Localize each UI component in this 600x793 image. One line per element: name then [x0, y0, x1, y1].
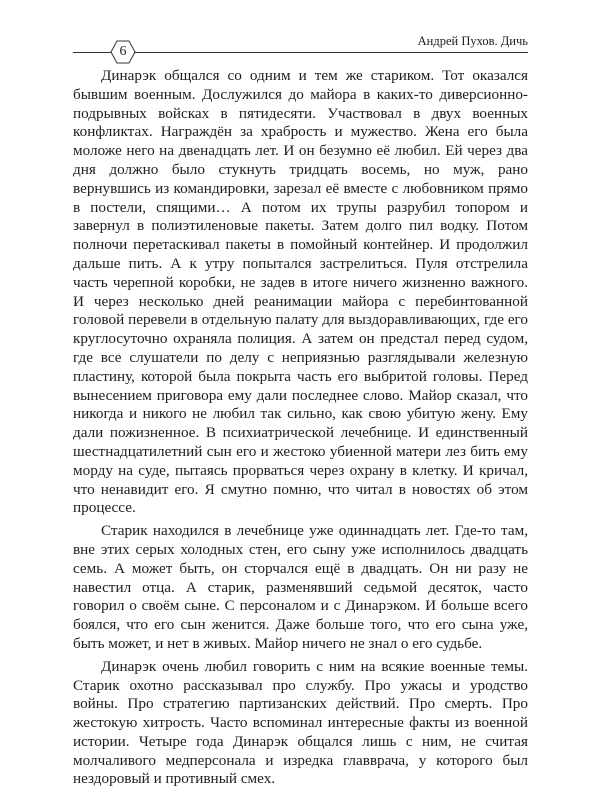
running-head: Андрей Пухов. Дичь — [417, 34, 528, 48]
header-rule-left — [73, 52, 111, 53]
body-text — [73, 67, 528, 793]
header-rule-right — [134, 52, 528, 53]
paragraph: Динарэк общался со одним и тем же стариком. Тот оказался бывшим военным. Дослужился до майора в каких-то диверсионно-подрывных войсках в пятидесяти. Участвовал в двух военных конфликтах. Награждён за храбрость и мужество. Жена его была моложе него на двенадцать лет. И он безумно её любил. Ей через два дня должно было стукнуть тридцать восемь, но муж, рано вернувшись из командировки, зарезал её вместе с любовником прямо в постели, спящими… А потом их трупы разрубил топором и завернул в полиэтиленовые пакеты. Затем долго пил водку. Потом полночи перетаскивал пакеты в помойный контейнер. И продолжил дальше пить. А к утру попытался застрелиться. Пуля отстрелила часть черепной коробки, не задев в итоге ничего жизненно важного. И через несколько дней реанимации майора с перебинтованной головой перевели в отдельную палату для выздоравливающих, где его круглосуточно охраняла полиция. А затем он предстал перед судом, где все слушатели по делу с неприязнью разглядывали железную пластину, которой была покрыта часть его выбритой головы. Перед вынесением приговора ему дали последнее слово. Майор сказал, что никогда и никого не любил так сильно, как свою убитую жену. Ему дали пожизненное. В психиатрической лечебнице. И единственный шестнадцатилетний сын его и жестоко убиенной матери лез бить ему морду на суде, пытаясь прорваться через охрану в клетку. И кричал, что ненавидит его. Я смутно помню, что читал в новостях об этом процессе. — [73, 67, 528, 517]
page-number-badge — [110, 40, 136, 64]
paragraph: Старик находился в лечебнице уже одиннадцать лет. Где-то там, вне этих серых холодных стен, его сыну уже исполнилось двадцать семь. А может быть, он сторчался ещё в двадцать. Он ни разу не навестил отца. А старик, разменявший седьмой десяток, часто говорил о своём сыне. С персоналом и с Динарэком. И больше всего боялся, что его сын женится. Даже больше того, что его сына уже, быть может, и нет в живых. Майор ничего не знал о его судьбе. — [73, 522, 528, 652]
page-header — [0, 0, 600, 70]
page-number: 6 — [119, 44, 127, 59]
paragraph: Динарэк очень любил говорить с ним на всякие военные темы. Старик охотно рассказывал про службу. Про ужасы и уродство войны. Про стратегию партизанских действий. Про смерть. Про жестокую хитрость. Часто вспоминал интересные факты из военной истории. Четыре года Динарэк общался лишь с ним, не считая молчаливого медперсонала и изредка главврача, у которого был нездоровый и противный смех. — [73, 657, 528, 788]
